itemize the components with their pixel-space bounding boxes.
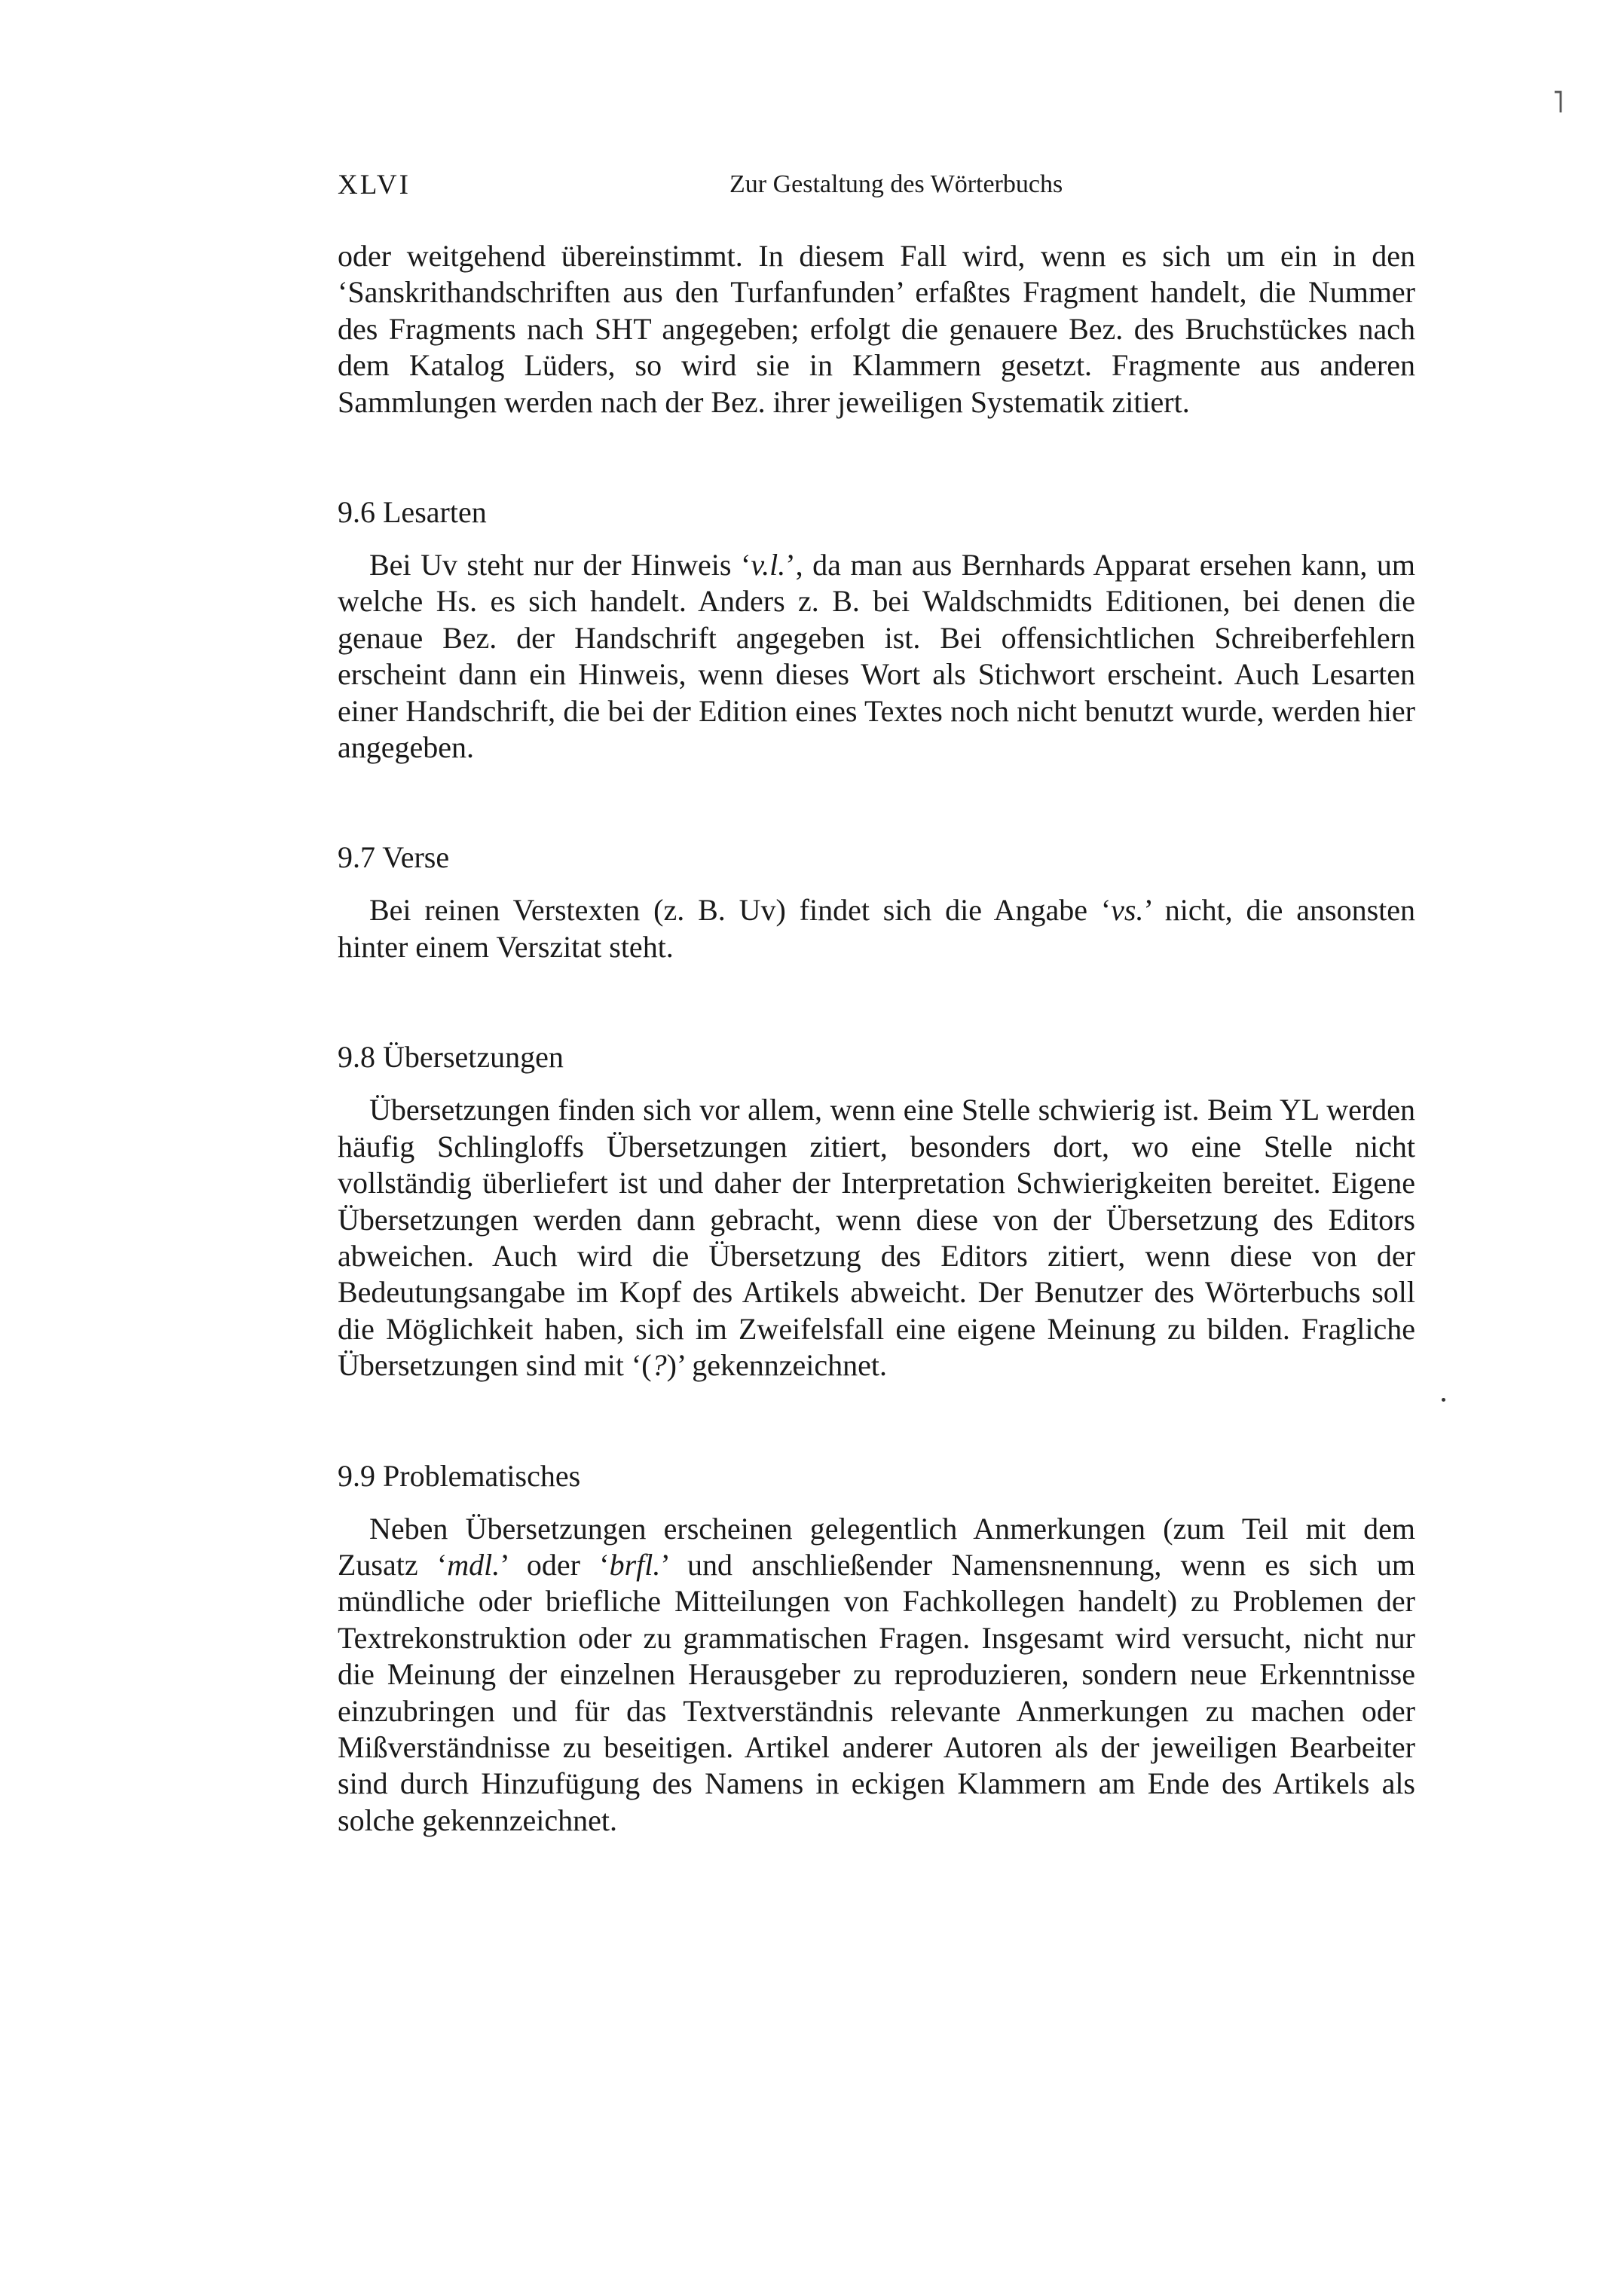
text-run: ’ oder ‘ — [500, 1547, 610, 1582]
section-heading-9-8: 9.8 Übersetzungen — [338, 1040, 564, 1075]
text-run: Übersetzungen finden sich vor allem, wenn eine Stelle schwierig ist. Beim YL werden häufig Schlingloffs Übersetzungen zitiert, besonders dort, wo eine Stelle nicht vollständig überliefert ist und daher der Interpretation Schwierigkeiten bereitet. Eigene Übersetzungen werden dann gebracht, wenn diese von der Übersetzung des Editors abweichen. Auch wird die Übersetzung des Editors zitiert, wenn diese von der Bedeutungsangabe im Kopf des Artikels abweicht. Der Benutzer des Wörterbuchs soll die Möglichkeit haben, sich im Zweifelsfall eine eigene Meinung zu bilden. Fragliche Übersetzungen sind mit ‘( — [338, 1093, 1415, 1383]
corner-mark: ˥ — [1552, 85, 1564, 119]
text-run: ’, da man aus Bernhards Apparat ersehen kann, um welche Hs. es sich handelt. Anders z. B. bei Waldschmidts Editionen, bei denen die genaue Bez. der Handschrift angegeben ist. Bei offensichtlichen Schreiberfehlern erscheint dann ein Hinweis, wenn dieses Wort als Stichwort erscheint. Auch Lesarten einer Handschrift, die bei der Edition eines Textes noch nicht benutzt wurde, werden hier angegeben. — [338, 548, 1416, 765]
abbreviation: v.l. — [751, 548, 786, 583]
section-heading-9-6: 9.6 Lesarten — [338, 495, 487, 530]
text-run: Bei Uv steht nur der Hinweis ‘ — [369, 548, 751, 583]
abbreviation: vs. — [1111, 893, 1144, 928]
body-text — [338, 238, 1415, 1839]
text-run: ’ nicht, die ansonsten hinter einem Verszitat steht. — [338, 893, 1416, 964]
text-run: Neben Übersetzungen erscheinen gelegentlich Anmerkungen (zum Teil mit dem Zusatz ‘ — [338, 1511, 1415, 1582]
section-heading-9-9: 9.9 Problematisches — [338, 1458, 581, 1493]
abbreviation: brfl. — [609, 1547, 661, 1582]
intro-paragraph: oder weitgehend übereinstimmt. In diesem Fall wird, wenn es sich um ein in den ‘Sanskrithandschriften aus den Turfanfunden’ erfaßtes Fragment handelt, die Nummer des Fragments nach SHT angegeben; erfolgt die genauere Bez. des Bruchstückes nach dem Katalog Lüders, so wird sie in Klammern gesetzt. Fragmente aus anderen Sammlungen werden nach der Bez. ihrer jeweiligen Systematik zitiert. — [338, 239, 1415, 419]
text-run: ’ und anschließender Namensnennung, wenn es sich um mündliche oder briefliche Mitteilungen von Fachkollegen handelt) zu Problemen der Textrekonstruktion oder zu grammatischen Fragen. Insgesamt wird versucht, nicht nur die Meinung der einzelnen Herausgeber zu reproduzieren, sondern neue Erkenntnisse einzubringen und für das Textverständnis relevante Anmerkungen zu machen oder Mißverständnisse zu beseitigen. Artikel anderer Autoren als der jeweiligen Bearbeiter sind durch Hinzufügung des Namens in eckigen Klammern am Ende des Artikels als solche gekennzeichnet. — [338, 1547, 1415, 1837]
page-number: XLVI — [338, 170, 411, 200]
text-run: Bei reinen Verstexten (z. B. Uv) findet sich die Angabe ‘ — [369, 893, 1112, 928]
abbreviation: mdl. — [447, 1547, 500, 1582]
stray-dot — [1442, 1398, 1445, 1402]
text-run: )’ gekennzeichnet. — [666, 1348, 887, 1383]
section-paragraph-9-9 — [338, 1511, 1415, 1839]
running-head — [338, 169, 1417, 206]
section-paragraph-9-8 — [338, 1092, 1415, 1384]
section-paragraph-9-6 — [338, 547, 1415, 766]
section-paragraph-9-7 — [338, 892, 1415, 965]
section-heading-9-7: 9.7 Verse — [338, 840, 450, 875]
abbreviation: ? — [651, 1348, 667, 1383]
running-title: Zur Gestaltung des Wörterbuchs — [729, 170, 1063, 198]
